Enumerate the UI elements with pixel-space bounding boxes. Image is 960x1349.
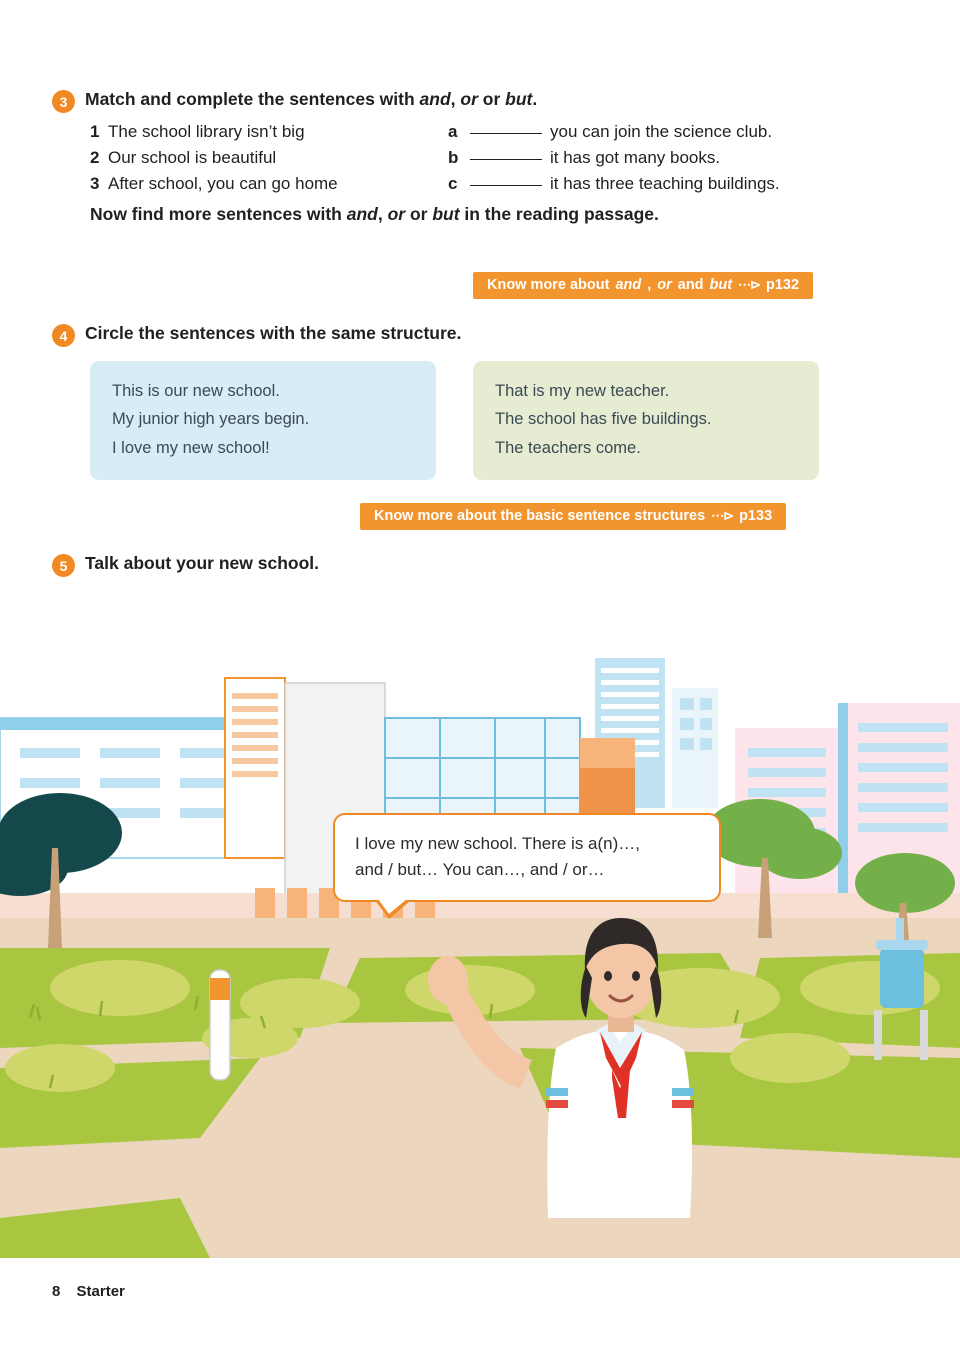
now-find-e: or: [405, 204, 433, 224]
exercise-3-header: [52, 88, 872, 113]
ex3-title-c: ,: [450, 89, 461, 109]
row-number: 1: [90, 122, 100, 141]
banner1-c: ,: [647, 277, 652, 293]
row-number: 3: [90, 174, 100, 193]
speech-line-2: and / but… You can…, and / or…: [355, 860, 605, 880]
exercise-5-title: Talk about your new school.: [85, 553, 320, 573]
exercise-4-number: 4: [52, 324, 75, 347]
exercise-5-header: [52, 552, 872, 577]
page-footer: [52, 1283, 125, 1300]
arrow-icon: ⋯⊳: [738, 277, 760, 292]
school-illustration: [0, 618, 960, 1258]
now-find-c: ,: [377, 204, 388, 224]
exercise-3: [52, 88, 872, 225]
answer-blank[interactable]: [470, 159, 542, 160]
structure-box-left[interactable]: [90, 361, 436, 480]
exercise-3-number: 3: [52, 90, 75, 113]
banner1-but: but: [709, 277, 733, 293]
now-find-g: in the reading passage.: [459, 204, 659, 224]
speech-bubble: [333, 813, 721, 902]
now-find-or: or: [387, 204, 406, 224]
banner1-page: p132: [766, 277, 800, 293]
exercise-4-title: Circle the sentences with the same structure.: [85, 323, 462, 343]
banner1-and: and: [615, 277, 642, 293]
answer-blank[interactable]: [470, 133, 542, 134]
banner2-page: p133: [739, 508, 773, 524]
bollard: [210, 970, 230, 1080]
footer-page-number: 8: [52, 1283, 61, 1300]
row-letter: a: [448, 122, 458, 141]
exercise-5: [52, 552, 872, 577]
ex3-title-e: or: [477, 89, 506, 109]
row-right-text: it has three teaching buildings.: [550, 174, 780, 193]
reference-banner-p132[interactable]: [473, 272, 813, 299]
banner2-text: Know more about the basic sentence structures: [374, 508, 706, 524]
row-left-text: Our school is beautiful: [108, 148, 277, 167]
sentence-item[interactable]: I love my new school!: [112, 438, 270, 457]
sentence-item[interactable]: That is my new teacher.: [495, 382, 670, 400]
reference-banner-p133[interactable]: [360, 503, 786, 530]
structure-boxes: [90, 361, 872, 480]
match-row: [90, 123, 872, 140]
now-find-a: Now find more sentences with: [90, 204, 347, 224]
now-find-instruction: [90, 204, 872, 225]
now-find-and: and: [346, 204, 378, 224]
row-right-text: it has got many books.: [550, 148, 721, 167]
footer-unit-label: Starter: [76, 1283, 125, 1300]
exercise-4: [52, 322, 872, 480]
row-number: 2: [90, 148, 100, 167]
banner1-or: or: [657, 277, 672, 293]
sentence-item[interactable]: My junior high years begin.: [112, 410, 310, 429]
exercise-5-number: 5: [52, 554, 75, 577]
ex3-title-a: Match and complete the sentences with: [85, 89, 420, 109]
sentence-item[interactable]: This is our new school.: [112, 382, 280, 400]
row-left-text: The school library isn’t big: [108, 122, 305, 141]
row-letter: c: [448, 174, 458, 193]
match-rows: [90, 123, 872, 192]
answer-blank[interactable]: [470, 185, 542, 186]
ex3-title-and: and: [419, 89, 451, 109]
ex3-title-g: .: [532, 89, 538, 109]
illustration-svg: [0, 618, 960, 1258]
sentence-item[interactable]: The teachers come.: [495, 438, 641, 457]
now-find-but: but: [432, 204, 460, 224]
row-right-text: you can join the science club.: [550, 122, 773, 141]
match-row: [90, 149, 872, 166]
structure-box-right[interactable]: [473, 361, 819, 480]
banner1-a: Know more about: [487, 277, 610, 293]
match-row: [90, 175, 872, 192]
ex3-title-but: but: [505, 89, 533, 109]
arrow-icon: ⋯⊳: [711, 508, 734, 523]
exercise-4-header: [52, 322, 872, 347]
banner1-e: and: [677, 277, 704, 293]
ex3-title-or: or: [460, 89, 478, 109]
speech-line-1: I love my new school. There is a(n)…,: [355, 834, 641, 853]
row-left-text: After school, you can go home: [108, 174, 338, 193]
sentence-item[interactable]: The school has five buildings.: [495, 410, 712, 429]
exercise-3-title: [85, 88, 537, 111]
row-letter: b: [448, 148, 459, 167]
